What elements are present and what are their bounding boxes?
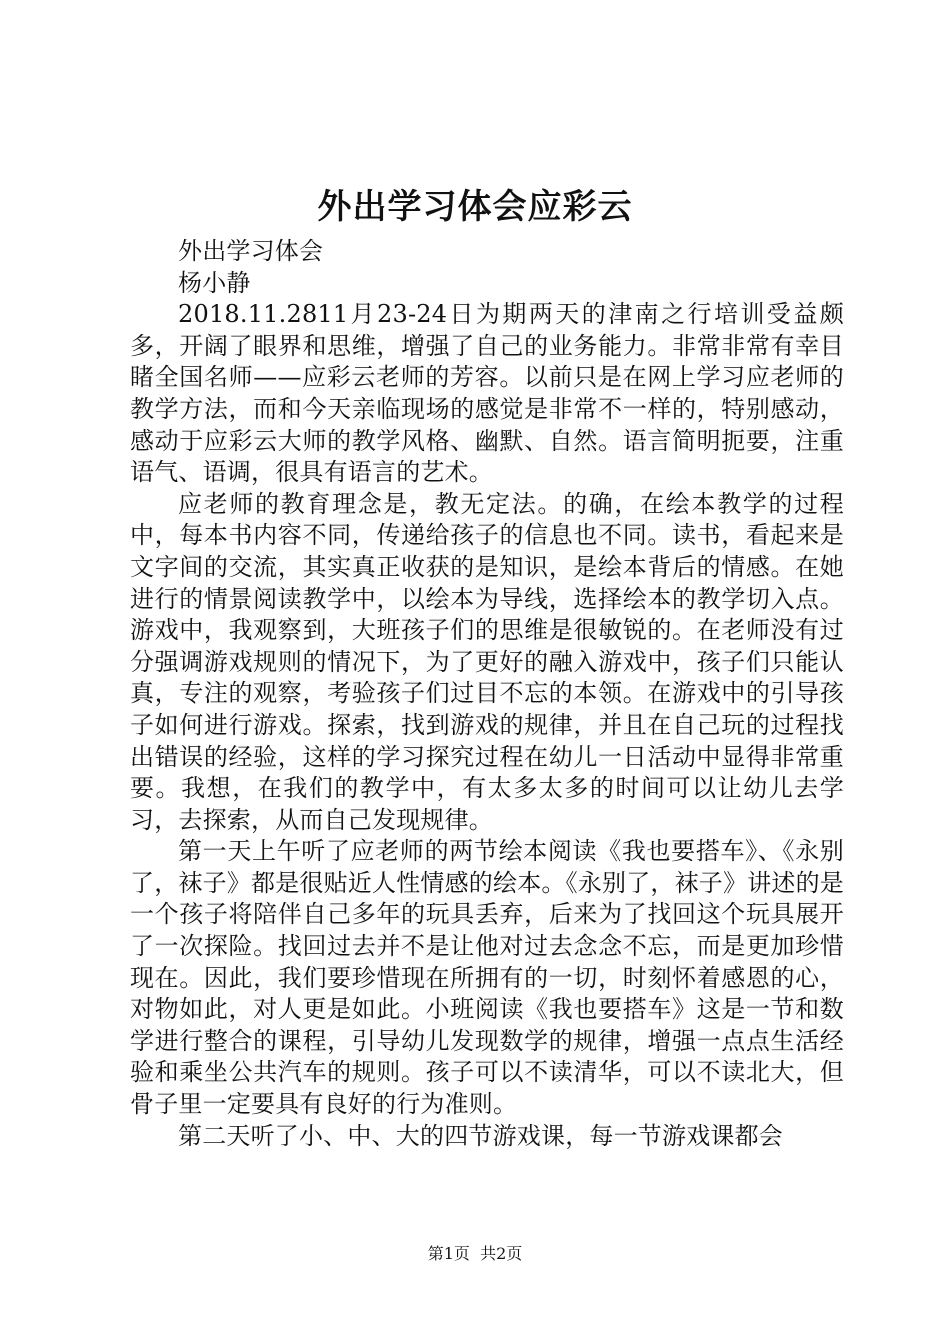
footer-spacer (470, 1244, 480, 1263)
document-body (130, 236, 844, 1152)
paragraph: 2018.11.2811月23-24日为期两天的津南之行培训受益颇多，开阔了眼界和思维，增强了自己的业务能力。非常非常有幸目睹全国名师——应彩云老师的芳容。以前只是在网上学习应老师的教学方法，而和今天亲临现场的感觉是非常不一样的，特别感动，感动于应彩云大师的教学风格、幽默、自然。语言简明扼要，注重语气、语调，很具有语言的艺术。 (130, 300, 844, 487)
document-title: 外出学习体会应彩云 (317, 187, 633, 227)
page-total: 共2页 (480, 1244, 523, 1263)
paragraph: 应老师的教育理念是，教无定法。的确，在绘本教学的过程中，每本书内容不同，传递给孩子的信息也不同。读书，看起来是文字间的交流，其实真正收获的是知识，是绘本背后的情感。在她进行的情景阅读教学中，以绘本为导线，选择绘本的教学切入点。游戏中，我观察到，大班孩子们的思维是很敏锐的。在老师没有过分强调游戏规则的情况下，为了更好的融入游戏中，孩子们只能认真，专注的观察，考验孩子们过目不忘的本领。在游戏中的引导孩子如何进行游戏。探索，找到游戏的规律，并且在自己玩的过程找出错误的经验，这样的学习探究过程在幼儿一日活动中显得非常重要。我想，在我们的教学中，有太多太多的时间可以让幼儿去学习，去探索，从而自己发现规律。 (130, 489, 844, 834)
page-footer (0, 1243, 950, 1265)
paragraph: 第二天听了小、中、大的四节游戏课，每一节游戏课都会 (178, 1121, 783, 1150)
author-line: 杨小静 (178, 268, 251, 297)
page-number: 第1页 (427, 1244, 470, 1263)
paragraph: 第一天上午听了应老师的两节绘本阅读《我也要搭车》、《永别了，袜子》都是很贴近人性情感的绘本。《永别了，袜子》讲述的是一个孩子将陪伴自己多年的玩具丢弃，后来为了找回这个玩具展开了一次探险。找回过去并不是让他对过去念念不忘，而是更加珍惜现在。因此，我们要珍惜现在所拥有的一切，时刻怀着感恩的心，对物如此，对人更是如此。小班阅读《我也要搭车》这是一节和数学进行整合的课程，引导幼儿发现数学的规律，增强一点点生活经验和乘坐公共汽车的规则。孩子可以不读清华，可以不读北大，但骨子里一定要具有良好的行为准则。 (130, 837, 844, 1119)
subtitle-line: 外出学习体会 (178, 237, 324, 265)
